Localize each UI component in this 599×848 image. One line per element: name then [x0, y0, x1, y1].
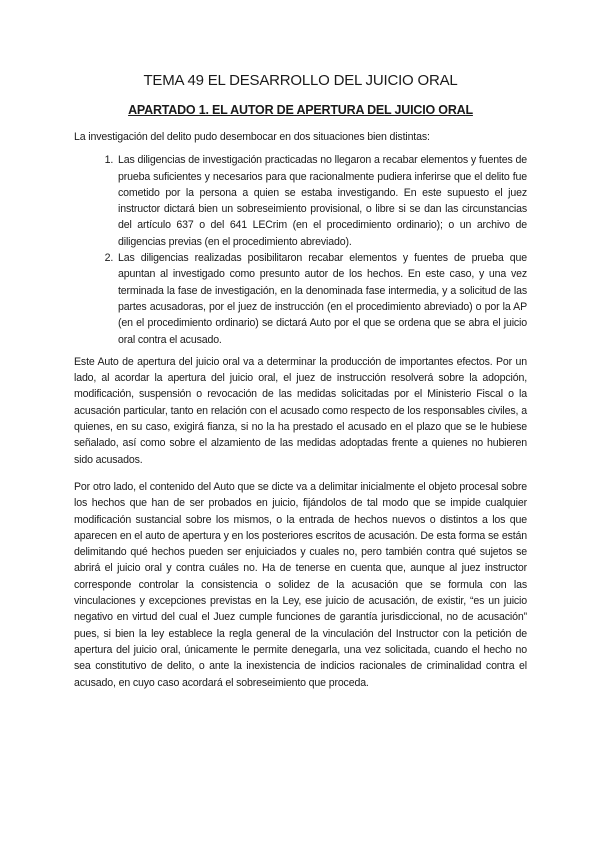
intro-paragraph: La investigación del delito pudo desembocar en dos situaciones bien distintas: — [74, 131, 430, 143]
section-heading: APARTADO 1. EL AUTOR DE APERTURA DEL JUICIO ORAL — [128, 103, 473, 117]
numbered-list — [74, 152, 527, 348]
page-title: TEMA 49 EL DESARROLLO DEL JUICIO ORAL — [143, 72, 458, 89]
list-item: 2. Las diligencias realizadas posibilitaron recabar elementos y fuentes de prueba que apuntan al investigado como presunto autor de los hechos. En este caso, y una vez terminada la fase de investigación, en la denominada fase intermedia, y a solicitud de las partes acusadoras, por el juez de instrucción (en el procedimiento abreviado) o por la AP (en el procedimiento ordinario) se dictará Auto por el que se ordena que se abra el juicio oral contra el acusado. — [116, 250, 527, 348]
body-paragraph-2: Por otro lado, el contenido del Auto que se dicte va a delimitar inicialmente el objeto procesal sobre los hechos que han de ser probados en juicio, fijándolos de tal modo que se impide cualquier modificación sustancial sobre los mismos, o la entrada de hechos nuevos o distintos a los que aparecen en el auto de apertura y en los posteriores escritos de acusación. De esta forma se están delimitando qué hechos pueden ser enjuiciados y cuales no, pero también contra qué sujetos se abrirá el juicio oral y contra cuáles no. Ha de tenerse en cuenta que, aunque al juez instructor corresponde controlar la consistencia o solidez de la acusación que se formula con las vinculaciones y excepciones previstas en la Ley, ese juicio de acusación, de existir, “es un juicio negativo en virtud del cual el Juez cumple funciones de garantía jurisdiccional, no de acusación” pues, si bien la ley establece la regla general de la vinculación del Instructor con la petición de apertura del juicio oral, únicamente le permite denegarla, una vez solicitada, cuando el hecho no sea constitutivo de delito, o ante la inexistencia de indicios racionales de criminalidad contra el acusado, en cuyo caso acordará el sobreseimiento que proceda. — [74, 480, 527, 689]
body-paragraph-1: Este Auto de apertura del juicio oral va a determinar la producción de importantes efectos. Por un lado, al acordar la apertura del juicio oral, el juez de instrucción resolverá sobre la adopción, modificación, suspensión o revocación de las medidas solicitadas por el Ministerio Fiscal o la acusación particular, tanto en relación con el acusado como respecto de los responsables civiles, a quienes, en su caso, exigirá fianza, si no la ha prestado el acusado en el plazo que se le hubiese señalado, así como sobre el alzamiento de las medidas adoptadas frente a quienes no hubieren sido acusados. — [74, 355, 527, 466]
list-item: 1. Las diligencias de investigación practicadas no llegaron a recabar elementos y fuentes de prueba suficientes y necesarios para que racionalmente pudiera inferirse que el delito fue cometido por la persona a quien se estaba investigando. En este supuesto el juez instructor dictará bien un sobreseimiento provisional, o libre si se dan las circunstancias del artículo 637 o del 641 LECrim (en el procedimiento ordinario); o un archivo de diligencias previas (en el procedimiento abreviado). — [116, 152, 527, 250]
